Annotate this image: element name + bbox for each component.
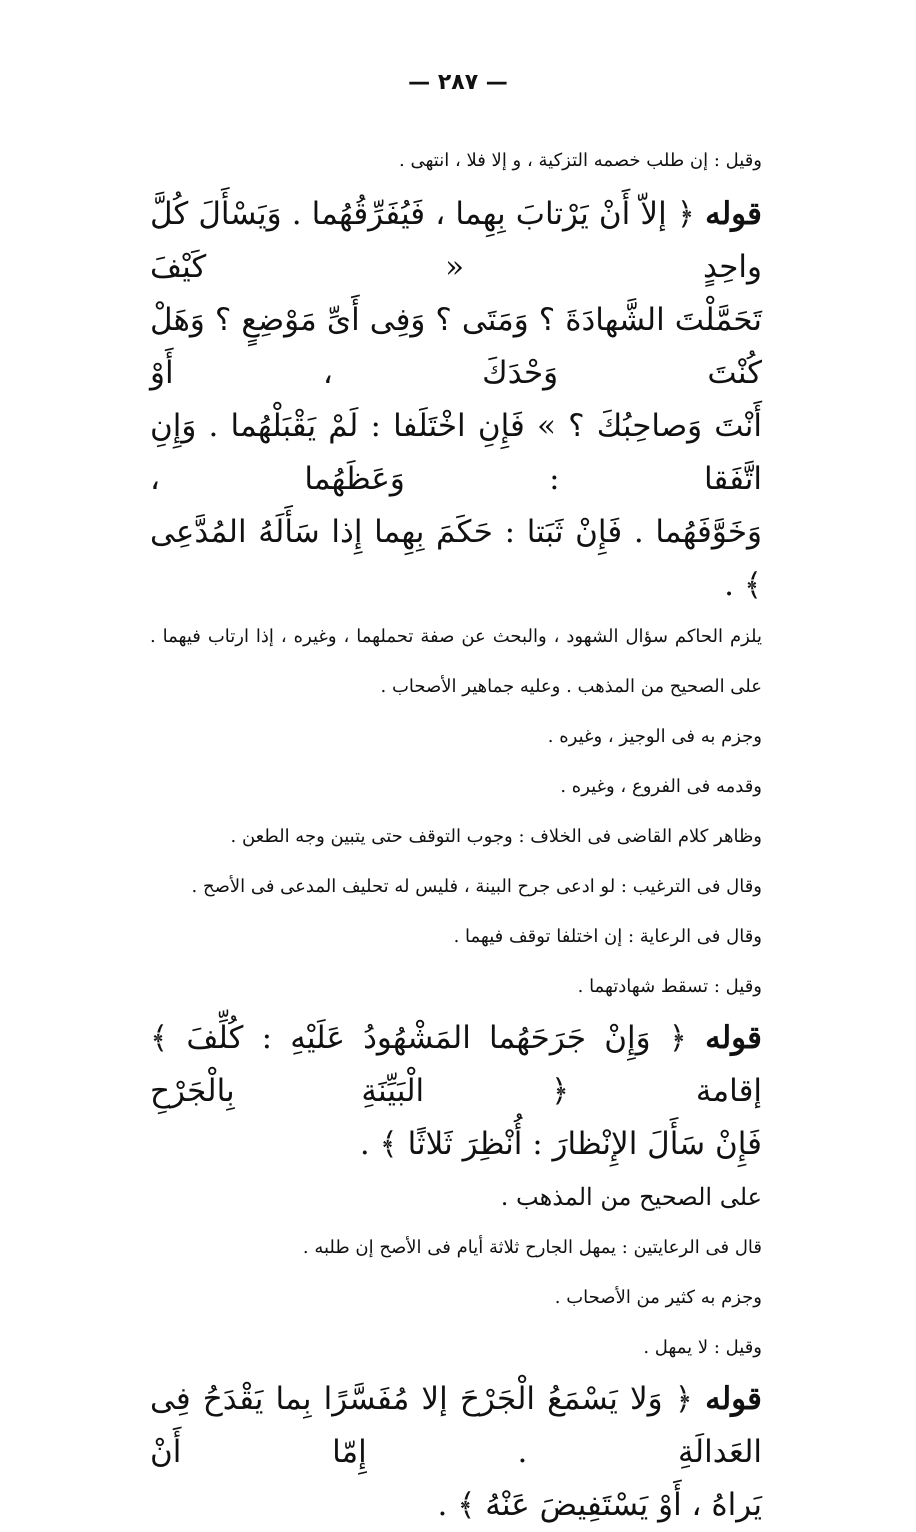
- matn-line: أَنْتَ وَصاحِبُكَ ؟ » فَإِنِ اخْتَلَفا : لَمْ يَقْبَلْهُما . وَإِنِ اتَّفَقا : وَعَظَهُما ،: [150, 408, 762, 497]
- matn-text: ﴿ إلاّ أَنْ يَرْتابَ بِهِما ، فَيُفَرِّقُهُما . وَيَسْأَلَ كُلَّ واحِدٍ « كَيْفَ: [150, 196, 762, 285]
- text-line: وقيل : إن طلب خصمه التزكية ، و إلا فلا ، انتهى .: [399, 150, 762, 171]
- commentary-paragraph: يلزم الحاكم سؤال الشهود ، والبحث عن صفة تحملهما ، وغيره ، إذا ارتاب فيهما . على الصحيح من المذهب . وعليه جماهير الأصحاب .: [150, 626, 762, 697]
- matn-line: [150, 1012, 762, 1118]
- qawluhu-label: قوله: [705, 1381, 762, 1417]
- text-line: وقال فى الرعاية : إن اختلفا توقف فيهما .: [453, 926, 762, 947]
- matn-line: [150, 188, 762, 294]
- text-line: وقيل : لا يمهل .: [643, 1337, 762, 1358]
- matn-line: تَحَمَّلْتَ الشَّهادَةَ ؟ وَمَتَى ؟ وَفِى أَىِّ مَوْضِعٍ ؟ وَهَلْ كُنْتَ وَحْدَكَ ، أَوْ: [150, 302, 762, 391]
- matn-line: وَخَوَّفَهُما . فَإِنْ ثَبَتا : حَكَمَ بِهِما إِذا سَأَلَهُ المُدَّعِى ﴾ .: [150, 514, 762, 603]
- matn-line: فَإِنْ سَأَلَ الإِنْظارَ : أُنْظِرَ ثَلاثًا ﴾ .: [359, 1126, 762, 1162]
- text-line: وجزم به فى الوجيز ، وغيره .: [547, 726, 762, 747]
- matn-line: [150, 1373, 762, 1479]
- text-line: قال فى الرعايتين : يمهل الجارح ثلاثة أيام فى الأصح إن طلبه .: [302, 1237, 762, 1258]
- qawluhu-label: قوله: [705, 1020, 762, 1056]
- page-number: — ٢٨٧ —: [408, 70, 508, 95]
- matn-quote: [150, 1012, 762, 1171]
- text-line: على الصحيح من المذهب .: [500, 1183, 762, 1211]
- text-line: وقدمه فى الفروع ، وغيره .: [560, 776, 762, 797]
- page-body: [150, 136, 762, 1532]
- qawluhu-label: قوله: [705, 196, 762, 232]
- matn-text: ﴿ وَإِنْ جَرَحَهُما المَشْهُودُ عَلَيْهِ : كُلِّفَ ﴾ إقامة ﴿ الْبَيِّنَةِ بِالْجَرْحِ: [150, 1020, 762, 1109]
- text-line: وجزم به كثير من الأصحاب .: [554, 1287, 762, 1308]
- matn-line: يَراهُ ، أَوْ يَسْتَفِيضَ عَنْهُ ﴾ .: [437, 1487, 762, 1523]
- text-line: وقيل : تسقط شهادتهما .: [577, 976, 762, 997]
- matn-text: ﴿ وَلا يَسْمَعُ الْجَرْحَ إلا مُفَسَّرًا بِما يَقْدَحُ فِى العَدالَةِ . إِمّا أَنْ: [150, 1381, 762, 1470]
- matn-quote: [150, 188, 762, 612]
- matn-quote: [150, 1373, 762, 1532]
- text-line: وظاهر كلام القاضى فى الخلاف : وجوب التوقف حتى يتبين وجه الطعن .: [230, 826, 762, 847]
- text-line: وقال فى الترغيب : لو ادعى جرح البينة ، فليس له تحليف المدعى فى الأصح .: [191, 876, 762, 897]
